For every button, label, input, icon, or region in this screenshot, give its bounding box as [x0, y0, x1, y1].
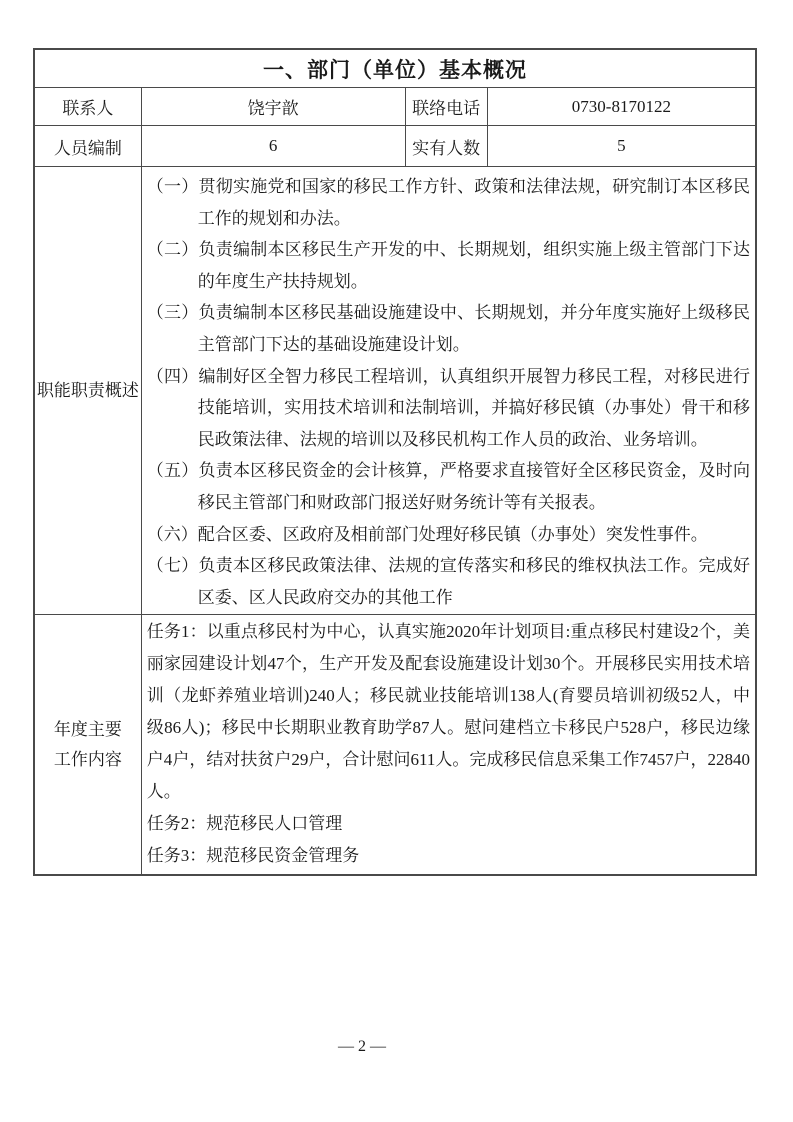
label-contact-person: 联系人 [34, 88, 141, 126]
duties-row [34, 167, 756, 615]
label-staff-quota: 人员编制 [34, 126, 141, 167]
annual-work-content [141, 615, 756, 876]
duty-item-2: （二）负责编制本区移民生产开发的中、长期规划，组织实施上级主管部门下达的年度生产扶持规划。 [146, 240, 750, 291]
value-contact-phone: 0730-8170122 [487, 88, 756, 126]
label-annual-work [34, 615, 141, 876]
duty-item-4: （四）编制好区全智力移民工程培训，认真组织开展智力移民工程，对移民进行技能培训，实用技术培训和法制培训，并搞好移民镇（办事处）骨干和移民政策法律、法规的培训以及移民机构工作人员的政治、业务培训。 [146, 366, 750, 449]
duty-item-6: （六）配合区委、区政府及相前部门处理好移民镇（办事处）突发性事件。 [146, 524, 708, 544]
label-contact-phone: 联络电话 [405, 88, 487, 126]
label-duties-overview: 职能职责概述 [34, 167, 141, 615]
label-actual-staff: 实有人数 [405, 126, 487, 167]
value-actual-staff: 5 [487, 126, 756, 167]
duties-content [141, 167, 756, 615]
task-item-2: 任务2：规范移民人口管理 [146, 814, 343, 833]
title-row [34, 49, 756, 88]
annual-work-row [34, 615, 756, 876]
contact-row [34, 88, 756, 126]
task-item-1: 任务1：以重点移民村为中心，认真实施2020年计划项目:重点移民村建设2个，美丽家园建设计划47个，生产开发及配套设施建设计划30个。开展移民实用技术培训（龙虾养殖业培训)240人；移民就业技能培训138人(育婴员培训初级52人，中级86人)；移民中长期职业教育助学87人。慰问建档立卡移民户528户，移民边缘户4户，结对扶贫户29户，合计慰问611人。完成移民信息采集工作7457户，22840人。 [146, 622, 750, 801]
duty-item-1: （一）贯彻实施党和国家的移民工作方针、政策和法律法规，研究制订本区移民工作的规划和办法。 [146, 177, 750, 228]
value-staff-quota: 6 [141, 126, 405, 167]
task-item-3: 任务3：规范移民资金管理务 [146, 846, 360, 865]
page-number: — 2 — [338, 1038, 386, 1055]
label-annual-work-line2: 工作内容 [53, 749, 122, 769]
staffing-row [34, 126, 756, 167]
value-contact-person: 饶宇歆 [141, 88, 405, 126]
section-title: 一、部门（单位）基本概况 [34, 49, 756, 88]
label-annual-work-line1: 年度主要 [53, 719, 122, 739]
basic-info-table [33, 48, 757, 876]
duty-item-7: （七）负责本区移民政策法律、法规的宣传落实和移民的维权执法工作。完成好区委、区人民政府交办的其他工作 [146, 556, 750, 607]
duty-item-5: （五）负责本区移民资金的会计核算，严格要求直接管好全区移民资金，及时向移民主管部门和财政部门报送好财务统计等有关报表。 [146, 461, 750, 512]
duty-item-3: （三）负责编制本区移民基础设施建设中、长期规划，并分年度实施好上级移民主管部门下达的基础设施建设计划。 [146, 303, 750, 354]
